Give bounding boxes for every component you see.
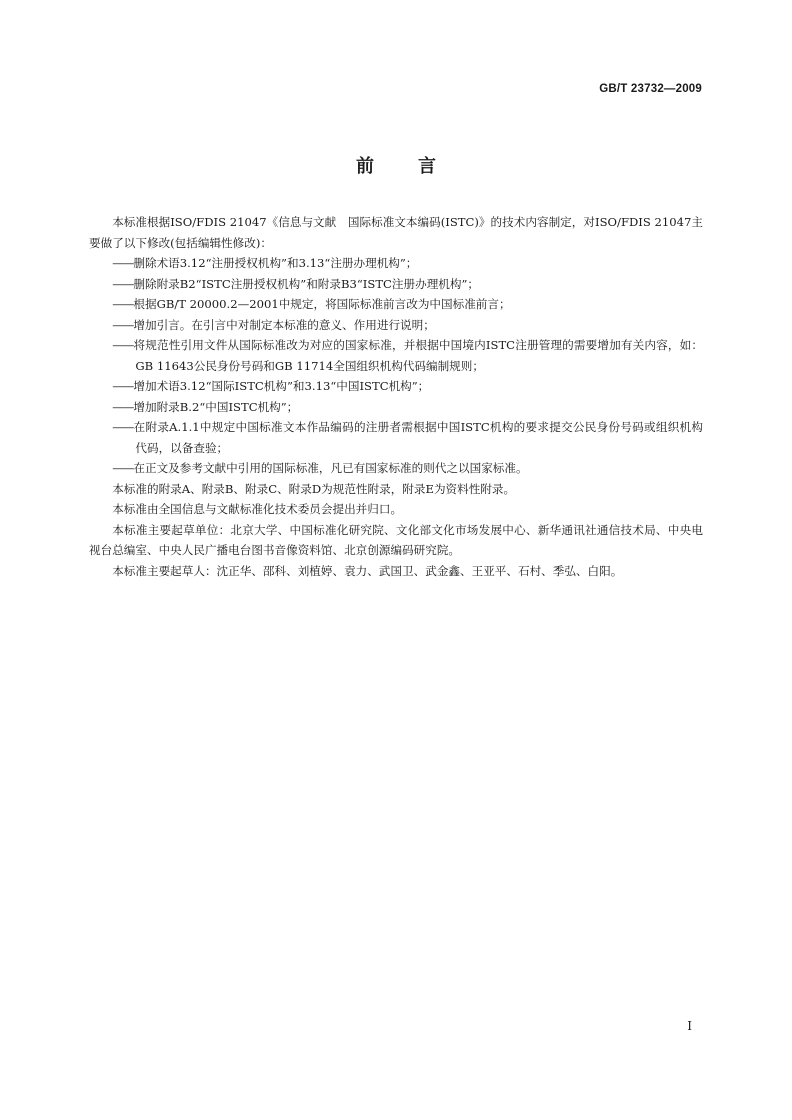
list-item — [112, 253, 703, 274]
annex-paragraph: 本标准的附录A、附录B、附录C、附录D为规范性附录，附录E为资料性附录。 — [112, 481, 516, 496]
document-body — [89, 212, 703, 581]
dash-marker: —— — [112, 399, 134, 414]
list-item — [112, 315, 703, 336]
list-item-text: 根据GB/T 20000.2—2001中规定，将国际标准前言改为中国标准前言； — [133, 297, 511, 311]
dash-marker: —— — [112, 338, 134, 352]
list-item-text: 增加引言。在引言中对制定本标准的意义、作用进行说明； — [133, 317, 435, 332]
list-item — [112, 376, 703, 397]
dash-marker: —— — [112, 256, 134, 270]
list-item-text: 将规范性引用文件从国际标准改为对应的国家标准，并根据中国境内ISTC注册管理的需要增加有关内容，如：GB 11643公民身份号码和GB 11714全国组织机构代码编制规则； — [133, 338, 703, 373]
dash-marker: —— — [112, 297, 134, 311]
committee-paragraph: 本标准由全国信息与文献标准化技术委员会提出并归口。 — [112, 502, 403, 516]
intro-paragraph: 本标准根据ISO/FDIS 21047《信息与文献 国际标准文本编码(ISTC)》的技术内容制定，对ISO/FDIS 21047主要做了以下修改(包括编辑性修改)： — [89, 215, 703, 250]
list-item — [112, 274, 703, 295]
list-item — [112, 417, 703, 458]
list-item-text: 增加附录B.2“中国ISTC机构”； — [133, 399, 299, 414]
dash-marker: —— — [112, 276, 134, 291]
list-item-text: 增加术语3.12“国际ISTC机构”和3.13“中国ISTC机构”； — [133, 379, 430, 393]
page-number: I — [687, 1019, 692, 1033]
dash-marker: —— — [112, 317, 134, 332]
drafting-units-paragraph: 本标准主要起草单位：北京大学、中国标准化研究院、文化部文化市场发展中心、新华通讯社通信技术局、中央电视台总编室、中央人民广播电台图书音像资料馆、北京创源编码研究院。 — [89, 522, 703, 557]
list-item — [112, 335, 703, 376]
list-item-text: 删除术语3.12“注册授权机构”和3.13“注册办理机构”； — [133, 256, 418, 270]
dash-marker: —— — [112, 420, 134, 434]
list-item — [112, 397, 703, 418]
list-item-text: 删除附录B2“ISTC注册授权机构”和附录B3“ISTC注册办理机构”； — [133, 276, 480, 291]
list-item-text: 在正文及参考文献中引用的国际标准，凡已有国家标准的则代之以国家标准。 — [133, 461, 528, 475]
list-item — [112, 294, 703, 315]
modification-list — [89, 253, 703, 479]
dash-marker: —— — [112, 461, 134, 475]
list-item-text: 在附录A.1.1中规定中国标准文本作品编码的注册者需根据中国ISTC机构的要求提交公民身份号码或组织机构代码，以备查验； — [133, 420, 704, 455]
document-code: GB/T 23732—2009 — [599, 83, 702, 95]
page-title: 前言 — [356, 156, 480, 177]
dash-marker: —— — [112, 379, 134, 393]
list-item — [112, 458, 703, 479]
drafters-paragraph: 本标准主要起草人：沈正华、邵科、刘植婷、袁力、武国卫、武金鑫、王亚平、石村、季弘、白阳。 — [112, 563, 623, 578]
